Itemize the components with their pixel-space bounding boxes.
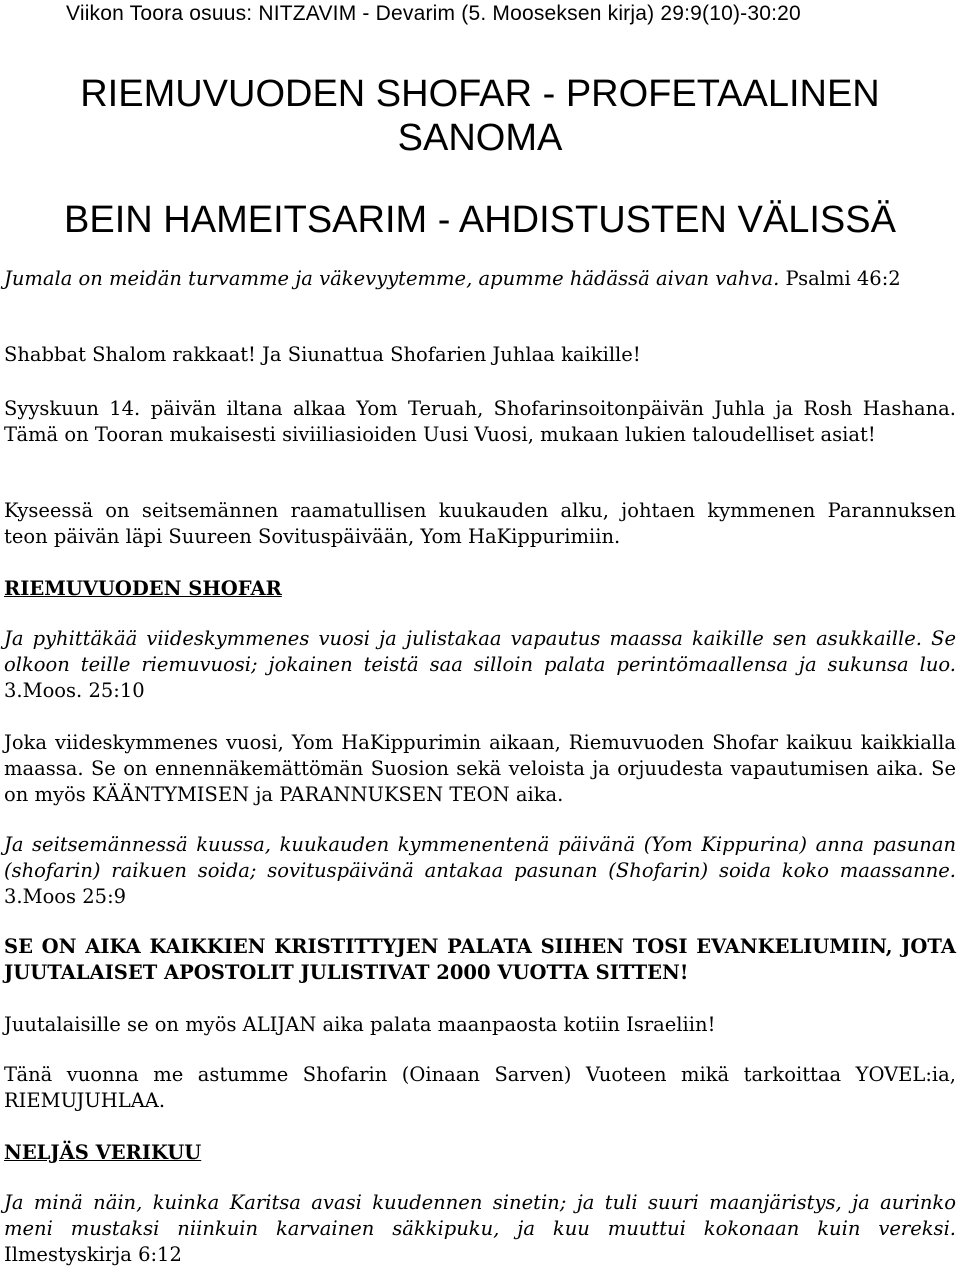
verse-psalm	[4, 266, 956, 292]
verse-leviticus-25-9	[4, 832, 956, 910]
section-heading-jubilee-shofar: RIEMUVUODEN SHOFAR	[4, 577, 282, 600]
verse-leviticus-25-10	[4, 626, 956, 704]
verse-reference: Ilmestyskirja 6:12	[4, 1243, 182, 1266]
verse-text: Ja pyhittäkää viideskymmenes vuosi ja julistakaa vapautus maassa kaikille sen asukkaille. Se olkoon teille riemuvuosi; jokainen teistä saa silloin palata perintömaallensa ja sukunsa luo.	[4, 627, 956, 676]
verse-reference: 3.Moos 25:9	[4, 885, 127, 908]
torah-portion-header: Viikon Toora osuus: NITZAVIM - Devarim (5. Mooseksen kirja) 29:9(10)-30:20	[66, 2, 801, 25]
paragraph-seventh-month: Kyseessä on seitsemännen raamatullisen kuukauden alku, johtaen kymmenen Parannuksen teon päivän läpi Suureen Sovituspäivään, Yom HaKippurimiin.	[4, 499, 956, 548]
verse-text: Ja seitsemännessä kuussa, kuukauden kymmenentenä päivänä (Yom Kippurina) anna pasunan (shofarin) raikuen soida; sovituspäivänä antakaa pasunan (Shofarin) soida koko maassanne.	[4, 833, 956, 882]
verse-text: Ja minä näin, kuinka Karitsa avasi kuudennen sinetin; ja tuli suuri maanjäristys, ja aurinko meni mustaksi niinkuin karvainen säkkipuku, ja kuu muuttui kokonaan kuin vereksi.	[4, 1191, 956, 1240]
bold-statement: SE ON AIKA KAIKKIEN KRISTITTYJEN PALATA SIIHEN TOSI EVANKELIUMIIN, JOTA JUUTALAISET APOSTOLIT JULISTIVAT 2000 VUOTTA SITTEN!	[4, 935, 956, 984]
page-title: RIEMUVUODEN SHOFAR - PROFETAALINEN SANOMA	[80, 73, 880, 159]
paragraph-yovel: Tänä vuonna me astumme Shofarin (Oinaan Sarven) Vuoteen mikä tarkoittaa YOVEL:ia, RIEMUJUHLAA.	[4, 1063, 956, 1112]
verse-text: Jumala on meidän turvamme ja väkevyytemme, apumme hädässä aivan vahva.	[4, 267, 780, 290]
verse-reference: 3.Moos. 25:10	[4, 679, 145, 702]
verse-revelation-6-12	[4, 1190, 956, 1268]
paragraph-yom-teruah: Syyskuun 14. päivän iltana alkaa Yom Teruah, Shofarinsoitonpäivän Juhla ja Rosh Hashana. Tämä on Tooran mukaisesti siviiliasioiden Uusi Vuosi, mukaan lukien taloudelliset asiat!	[4, 397, 956, 446]
page-subtitle: BEIN HAMEITSARIM - AHDISTUSTEN VÄLISSÄ	[64, 199, 896, 241]
greeting: Shabbat Shalom rakkaat! Ja Siunattua Shofarien Juhlaa kaikille!	[4, 343, 641, 366]
paragraph-aliyah: Juutalaisille se on myös ALIJAN aika palata maanpaosta kotiin Israeliin!	[4, 1013, 716, 1036]
paragraph-jubilee: Joka viideskymmenes vuosi, Yom HaKippurimin aikaan, Riemuvuoden Shofar kaikuu kaikkialla maassa. Se on ennennäkemättömän Suosion sekä veloista ja orjuudesta vapautumisen aika. Se on myös KÄÄNTYMISEN ja PARANNUKSEN TEON aika.	[4, 731, 956, 806]
section-heading-fourth-blood-moon: NELJÄS VERIKUU	[4, 1141, 202, 1164]
verse-reference: Psalmi 46:2	[785, 267, 901, 290]
